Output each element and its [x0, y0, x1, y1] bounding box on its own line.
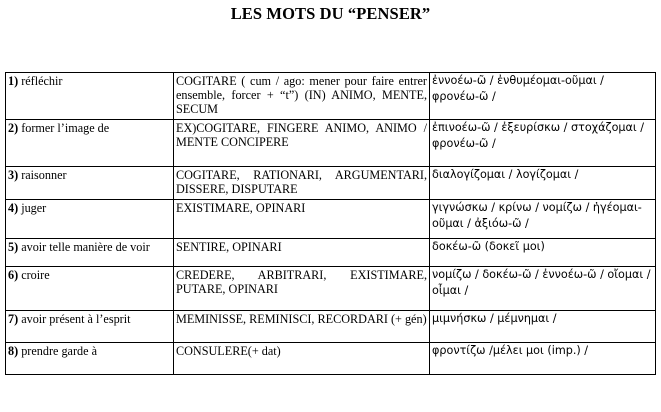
greek-cell: ἐπινοέω-ῶ / ἐξευρίσκω / στοχάζομαι / φρονέω-ῶ / — [430, 120, 656, 167]
greek-cell: δοκέω-ῶ (δοκεῖ μοι) — [430, 239, 656, 267]
table-row — [6, 167, 656, 200]
meaning-label: avoir telle manière de voir — [18, 240, 150, 254]
meaning-cell — [6, 267, 174, 311]
latin-cell: CREDERE, ARBITRARI, EXISTIMARE, PUTARE, OPINARI — [174, 267, 430, 311]
latin-cell: MEMINISSE, REMINISCI, RECORDARI (+ gén) — [174, 311, 430, 343]
meaning-cell — [6, 73, 174, 120]
latin-cell: COGITARE ( cum / ago: mener pour faire entrer ensemble, forcer + “t”) (IN) ANIMO, MENTE, SECUM — [174, 73, 430, 120]
row-number: 7) — [8, 312, 19, 326]
table-row — [6, 239, 656, 267]
row-number: 3) — [8, 168, 19, 182]
table-row — [6, 73, 656, 120]
table-row — [6, 267, 656, 311]
row-number: 6) — [8, 268, 19, 282]
meaning-label: former l’image de — [18, 121, 110, 135]
meaning-cell — [6, 120, 174, 167]
row-number: 8) — [8, 344, 19, 358]
table-row — [6, 343, 656, 375]
table-row — [6, 311, 656, 343]
meaning-label: avoir présent à l’esprit — [18, 312, 131, 326]
meaning-cell — [6, 167, 174, 200]
meaning-label: raisonner — [18, 168, 67, 182]
greek-cell: μιμνήσκω / μέμνημαι / — [430, 311, 656, 343]
latin-cell: SENTIRE, OPINARI — [174, 239, 430, 267]
meaning-cell — [6, 343, 174, 375]
meaning-label: juger — [18, 201, 47, 215]
row-number: 4) — [8, 201, 19, 215]
page-title: LES MOTS DU “PENSER” — [230, 4, 431, 23]
latin-cell: CONSULERE(+ dat) — [174, 343, 430, 375]
greek-cell: ἐννοέω-ῶ / ἐνθυμέομαι-οῦμαι / φρονέω-ῶ / — [430, 73, 656, 120]
meaning-cell — [6, 200, 174, 239]
greek-cell: διαλογίζομαι / λογίζομαι / — [430, 167, 656, 200]
meaning-cell — [6, 311, 174, 343]
latin-cell: EXISTIMARE, OPINARI — [174, 200, 430, 239]
row-number: 5) — [8, 240, 19, 254]
row-number: 1) — [8, 74, 19, 88]
latin-cell: EX)COGITARE, FINGERE ANIMO, ANIMO / MENTE CONCIPERE — [174, 120, 430, 167]
thinking-words-table — [5, 72, 656, 375]
greek-cell: γιγνώσκω / κρίνω / νομίζω / ἡγέομαι-οῦμαι / ἀξιόω-ῶ / — [430, 200, 656, 239]
table-row — [6, 120, 656, 167]
meaning-label: prendre garde à — [18, 344, 97, 358]
meaning-label: croire — [18, 268, 50, 282]
row-number: 2) — [8, 121, 19, 135]
table-row — [6, 200, 656, 239]
latin-cell: COGITARE, RATIONARI, ARGUMENTARI, DISSERE, DISPUTARE — [174, 167, 430, 200]
meaning-cell — [6, 239, 174, 267]
greek-cell: φροντίζω /μέλει μοι (imp.) / — [430, 343, 656, 375]
greek-cell: νομίζω / δοκέω-ῶ / ἐννοέω-ῶ / οἴομαι / οἶμαι / — [430, 267, 656, 311]
meaning-label: réfléchir — [18, 74, 63, 88]
